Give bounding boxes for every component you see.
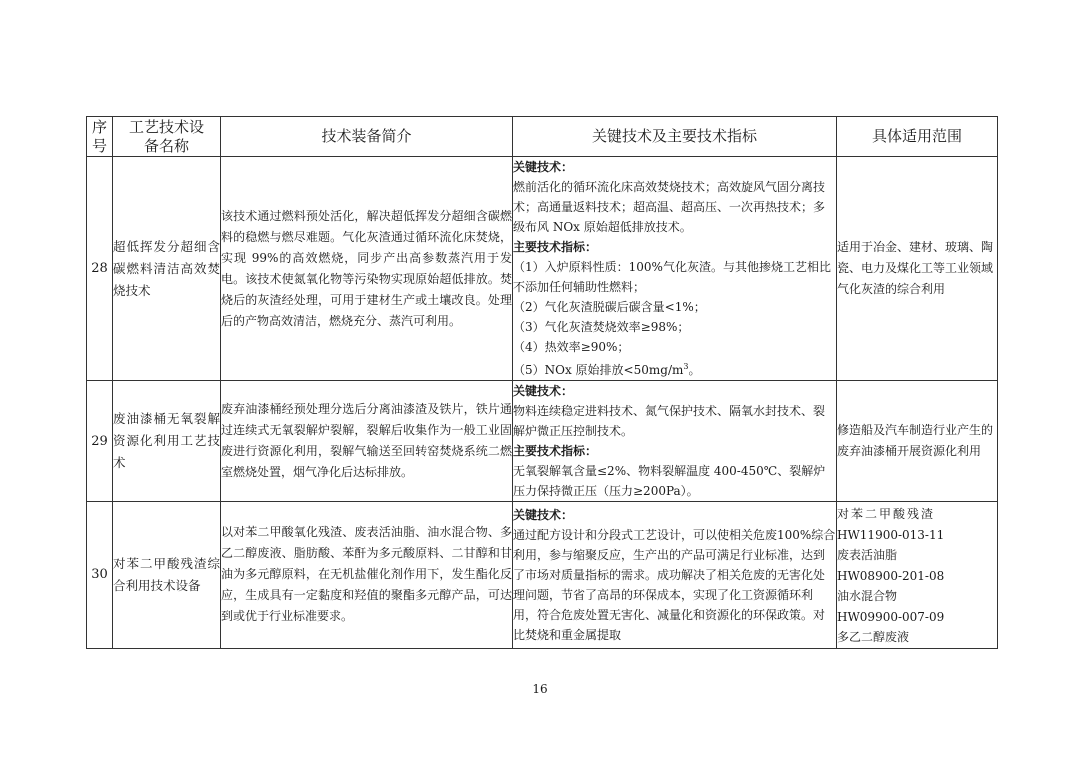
key-tech-heading: 关键技术： (513, 384, 574, 398)
row-seq: 30 (87, 502, 113, 649)
row-seq: 28 (87, 157, 113, 381)
indicator-item-nox (513, 357, 836, 380)
technology-table (86, 116, 998, 649)
indicator-nox-text: （5）NOx 原始排放<50mg/m (513, 363, 684, 377)
header-seq: 序号 (87, 117, 113, 157)
row-key (513, 381, 837, 502)
scope-line: HW11900-013-11 (837, 527, 945, 542)
scope-line: 油水混合物 (837, 589, 898, 603)
row-intro: 该技术通过燃料预处活化，解决超低挥发分超细含碳燃料的稳燃与燃尽难题。气化灰渣通过循环流化床焚烧，实现 99%的高效燃烧，同步产出高参数蒸汽用于发电。该技术使氮氧化物等污染物实现原始超低排放。焚烧后的灰渣经处理，可用于建材生产或土壤改良。处理后的产物高效清洁，燃烧充分、蒸汽可利用。 (221, 157, 513, 381)
key-tech-text: 物料连续稳定进料技术、氮气保护技术、隔氧水封技术、裂解炉微正压控制技术。 (513, 404, 826, 438)
indicator-item: （3）气化灰渣焚烧效率≥98%； (513, 320, 690, 334)
indicator-heading: 主要技术指标： (513, 240, 598, 254)
indicator-heading: 主要技术指标： (513, 444, 598, 458)
table-header-row (87, 117, 998, 157)
indicator-sup: 3 (683, 362, 689, 371)
row-scope (837, 502, 998, 649)
row-key (513, 157, 837, 381)
key-tech-heading: 关键技术： (513, 160, 574, 174)
page-number: 16 (532, 682, 548, 696)
table-row (87, 157, 998, 381)
row-key (513, 502, 837, 649)
row-intro: 废弃油漆桶经预处理分选后分离油漆渣及铁片，铁片通过连续式无氧裂解炉裂解，裂解后收集作为一般工业固废进行资源化利用，裂解气输送至回转窑焚烧系统二燃室燃烧处置，烟气净化后达标排放。 (221, 381, 513, 502)
indicator-item: （1）入炉原料性质：100%气化灰渣。与其他掺烧工艺相比不添加任何辅助性燃料； (513, 260, 831, 294)
row-name: 超低挥发分超细含碳燃料清洁高效焚烧技术 (113, 157, 221, 381)
indicator-item: （2）气化灰渣脱碳后碳含量<1%； (513, 300, 706, 314)
scope-line: 废表活油脂 (837, 548, 898, 562)
header-name: 工艺技术设备名称 (113, 117, 221, 157)
row-scope: 适用于冶金、建材、玻璃、陶瓷、电力及煤化工等工业领域气化灰渣的综合利用 (837, 157, 998, 381)
header-intro: 技术装备简介 (221, 117, 513, 157)
row-intro: 以对苯二甲酸氧化残渣、废表活油脂、油水混合物、多乙二醇废液、脂肪酸、苯酐为多元酸原料、二甘醇和甘油为多元醇原料，在无机盐催化剂作用下，发生酯化反应，生成具有一定黏度和羟值的聚酯多元醇产品，可达到或优于行业标准要求。 (221, 502, 513, 649)
row-name: 对苯二甲酸残渣综合利用技术设备 (113, 502, 221, 649)
scope-line: HW08900-201-08 (837, 568, 945, 583)
table-row (87, 381, 998, 502)
indicator-tail: 。 (688, 363, 701, 377)
row-scope: 修造船及汽车制造行业产生的废弃油漆桶开展资源化利用 (837, 381, 998, 502)
key-tech-heading: 关键技术： (513, 507, 574, 522)
scope-line: 对苯二甲酸残渣 (837, 507, 936, 521)
key-tech-text: 燃前活化的循环流化床高效焚烧技术；高效旋风气固分离技术；高通量返料技术；超高温、超高压、一次再热技术；多级布风 NOx 原始超低排放技术。 (513, 180, 826, 234)
key-tech-text: 通过配方设计和分段式工艺设计，可以使相关危废100%综合利用，参与缩聚反应，生产出的产品可满足行业标准，达到了市场对质量指标的需求。成功解决了相关危废的无害化处理问题，节省了高昂的环保成本，实现了化工资源循环利用，符合危废处置无害化、减量化和资源化的环保政策。对比焚烧和重金属提取 (513, 527, 836, 642)
indicator-text: 无氧裂解氧含量≤2%、物料裂解温度 400-450℃、裂解炉压力保持微正压（压力≥200Pa）。 (513, 464, 826, 498)
table-row (87, 502, 998, 649)
header-scope: 具体适用范围 (837, 117, 998, 157)
indicator-item: （4）热效率≥90%； (513, 340, 630, 354)
row-name: 废油漆桶无氧裂解资源化利用工艺技术 (113, 381, 221, 502)
row-seq: 29 (87, 381, 113, 502)
scope-line: 多乙二醇废液 (837, 630, 910, 644)
scope-line: HW09900-007-09 (837, 609, 945, 624)
header-key: 关键技术及主要技术指标 (513, 117, 837, 157)
